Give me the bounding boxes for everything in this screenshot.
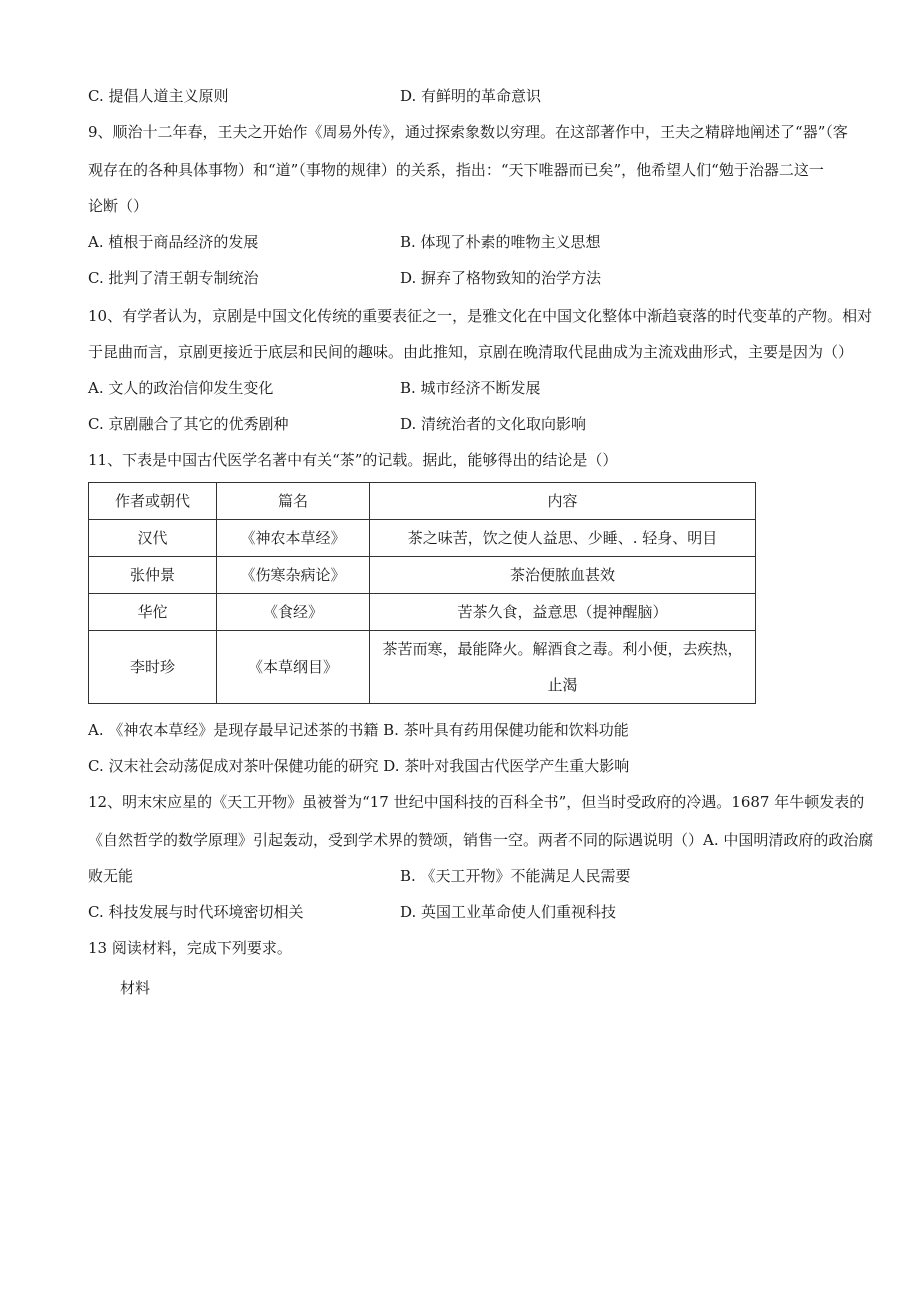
table-row bbox=[89, 594, 756, 631]
cell-author: 张仲景 bbox=[89, 557, 217, 594]
q10-stem-line1: 10、有学者认为，京剧是中国文化传统的重要表征之一，是雅文化在中国文化整体中渐趋衰落的时代变革的产物。相对 bbox=[88, 307, 873, 325]
q13-stem: 13 阅读材料，完成下列要求。 bbox=[88, 939, 292, 957]
q10-option-c: C. 京剧融合了其它的优秀剧种 bbox=[88, 415, 289, 433]
cell-content bbox=[370, 631, 756, 704]
cell-author: 汉代 bbox=[89, 520, 217, 557]
q11-options-ab: A. 《神农本草经》是现存最早记述茶的书籍 B. 茶叶具有药用保健功能和饮料功能 bbox=[88, 721, 629, 739]
q11-stem: 11、下表是中国古代医学名著中有关“茶”的记载。据此，能够得出的结论是（） bbox=[88, 451, 618, 469]
cell-book: 《食经》 bbox=[217, 594, 370, 631]
header-author: 作者或朝代 bbox=[89, 483, 217, 520]
q12-option-c: C. 科技发展与时代环境密切相关 bbox=[88, 903, 304, 921]
table-row bbox=[89, 557, 756, 594]
q10-stem-line2: 于昆曲而言，京剧更接近于底层和民间的趣味。由此推知，京剧在晚清取代昆曲成为主流戏曲形式，主要是因为（） bbox=[88, 343, 854, 361]
cell-content-line2: 止渴 bbox=[547, 676, 578, 694]
table-header-row bbox=[89, 483, 756, 520]
q9-stem-line1: 9、顺治十二年春，王夫之开始作《周易外传》，通过探索象数以穷理。在这部著作中，王夫之精辟地阐述了“器”（客 bbox=[88, 123, 848, 141]
cell-content-line1: 茶苦而寒，最能降火。解酒食之毒。利小便，去疾热， bbox=[382, 640, 743, 658]
q10-option-a: A. 文人的政治信仰发生变化 bbox=[88, 379, 274, 397]
header-book: 篇名 bbox=[217, 483, 370, 520]
cell-book: 《本草纲目》 bbox=[217, 631, 370, 704]
q12-stem-line1: 12、明末宋应星的《天工开物》虽被誉为“17 世纪中国科技的百科全书”，但当时受政府的冷遇。1687 年牛顿发表的 bbox=[88, 793, 865, 811]
cell-book: 《神农本草经》 bbox=[217, 520, 370, 557]
table-row bbox=[89, 631, 756, 704]
cell-book: 《伤寒杂病论》 bbox=[217, 557, 370, 594]
q12-stem-line3: 败无能 bbox=[88, 867, 134, 885]
cell-author: 李时珍 bbox=[89, 631, 217, 704]
q13-material-label: 材料 bbox=[120, 979, 151, 997]
q9-option-a: A. 植根于商品经济的发展 bbox=[88, 233, 259, 251]
q8-option-d: D. 有鲜明的革命意识 bbox=[400, 87, 542, 105]
q9-option-d: D. 摒弃了格物致知的治学方法 bbox=[400, 269, 602, 287]
q12-stem-line2: 《自然哲学的数学原理》引起轰动，受到学术界的赞颂，销售一空。两者不同的际遇说明（）A. 中国明清政府的政治腐 bbox=[88, 831, 874, 849]
header-content: 内容 bbox=[370, 483, 756, 520]
q10-option-b: B. 城市经济不断发展 bbox=[400, 379, 541, 397]
q8-option-c: C. 提倡人道主义原则 bbox=[88, 87, 229, 105]
q9-option-b: B. 体现了朴素的唯物主义思想 bbox=[400, 233, 601, 251]
q9-option-c: C. 批判了清王朝专制统治 bbox=[88, 269, 259, 287]
cell-content: 苦茶久食，益意思（提神醒脑） bbox=[370, 594, 756, 631]
q11-options-cd: C. 汉末社会动荡促成对茶叶保健功能的研究 D. 茶叶对我国古代医学产生重大影响 bbox=[88, 757, 630, 775]
cell-author: 华佗 bbox=[89, 594, 217, 631]
q9-stem-line3: 论断（） bbox=[88, 197, 149, 215]
tea-records-table bbox=[88, 482, 756, 704]
q9-stem-line2: 观存在的各种具体事物）和“道”（事物的规律）的关系，指出：“天下唯器而已矣”，他希望人们“勉于治器二这一 bbox=[88, 161, 824, 179]
q10-option-d: D. 清统治者的文化取向影响 bbox=[400, 415, 587, 433]
table-row bbox=[89, 520, 756, 557]
cell-content: 茶之味苦，饮之使人益思、少睡、. 轻身、明目 bbox=[370, 520, 756, 557]
cell-content: 茶治便脓血甚效 bbox=[370, 557, 756, 594]
q12-option-d: D. 英国工业革命使人们重视科技 bbox=[400, 903, 617, 921]
q12-option-b: B. 《天工开物》不能满足人民需要 bbox=[400, 867, 631, 885]
